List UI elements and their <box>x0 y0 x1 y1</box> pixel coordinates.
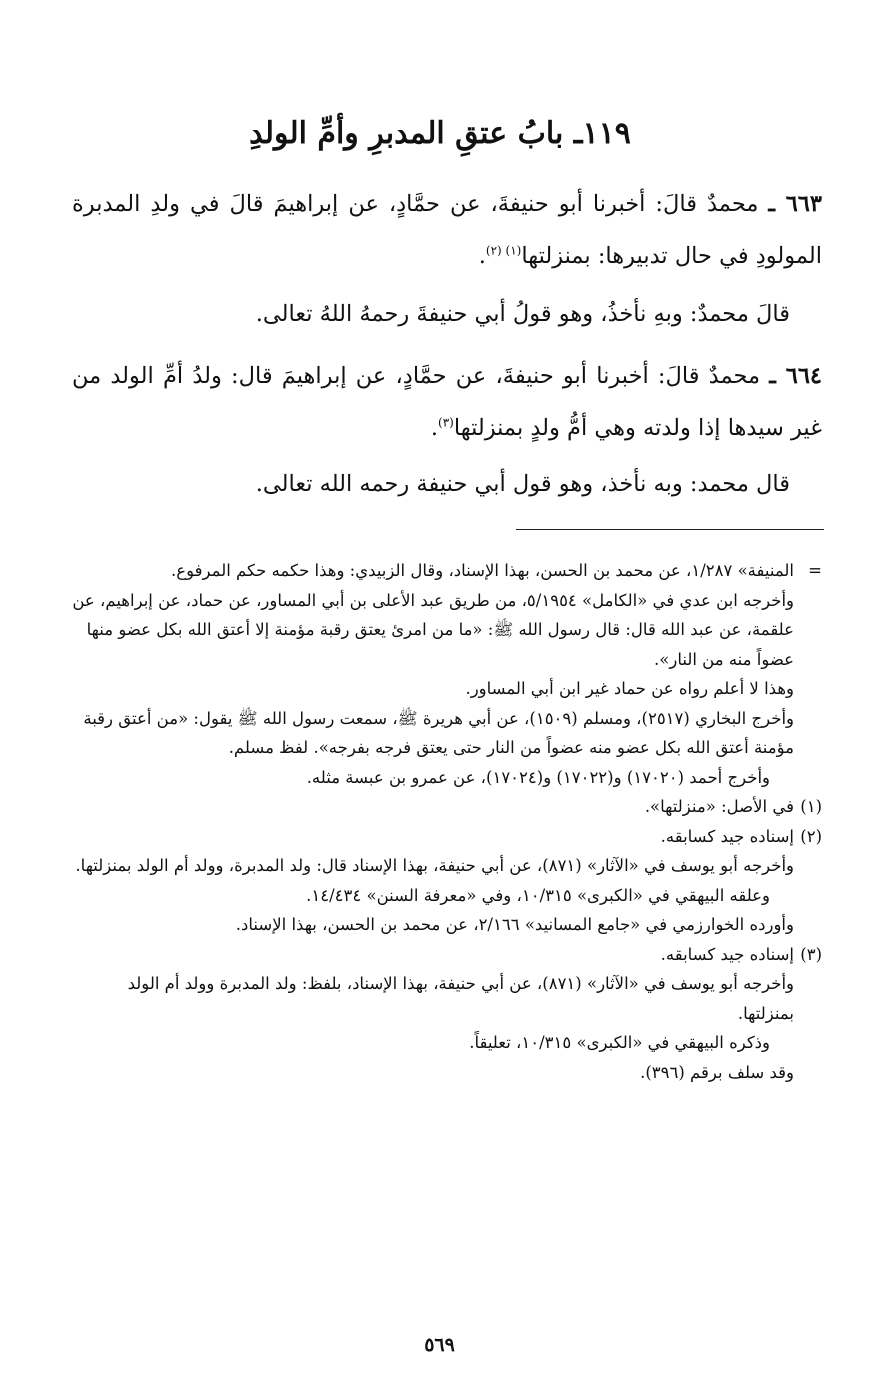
footnote-continuation <box>72 556 822 586</box>
entry-number: ٦٦٣ ـ <box>768 191 822 217</box>
footnote-2 <box>72 822 822 852</box>
footnote-text: إسناده جيد كسابقه. <box>660 826 794 846</box>
entry-end: . <box>430 415 439 441</box>
footnote-text: وأخرجه أبو يوسف في «الآثار» (٨٧١)، عن أبي حنيفة، بهذا الإسناد، بلفظ: ولد المدبرة وولد أم الولد بمنزلتها. <box>127 974 794 1023</box>
footnote-text: في الأصل: «منزلتها». <box>644 797 794 816</box>
footnote-text: وعلقه البيهقي في «الكبرى» ١٠/٣١٥، وفي «معرفة السنن» ١٤/٤٣٤. <box>306 885 770 905</box>
footnote-text: وأخرج أحمد (١٧٠٢٠) و(١٧٠٢٢) و(١٧٠٢٤)، عن عمرو بن عبسة مثله. <box>306 767 770 787</box>
footnote-ref: (١) (٢) <box>485 243 522 258</box>
entry-number: ٦٦٤ ـ <box>769 363 822 389</box>
footnote-text: المنيفة» ١/٢٨٧، عن محمد بن الحسن، بهذا الإسناد، وقال الزبيدي: وهذا حكمه حكم المرفوع. <box>171 561 794 580</box>
footnote-text: وهذا لا أعلم رواه عن حماد غير ابن أبي المساور. <box>465 679 794 698</box>
footnote-text: وأخرجه ابن عدي في «الكامل» ٥/١٩٥٤، من طريق عبد الأعلى بن أبي المساور، عن حماد، عن إبراهيم، عن علقمة، عن عبد الله قال: قال رسول الله ﷺ: «ما من امرئ يعتق رقبة مؤمنة إلا أعتق الله بكل عضو منها عضواً منه من النار». <box>72 590 794 669</box>
footnote-divider <box>516 529 824 530</box>
entry-text: محمدٌ قالَ: أخبرنا أبو حنيفةَ، عن حمَّادٍ، عن إبراهيمَ قال: ولدُ أمِّ الولد من غير سيدها إذا ولدته وهي أمُّ ولدٍ بمنزلتها <box>72 363 822 441</box>
chapter-heading: ١١٩ـ بابُ عتقِ المدبرِ وأمِّ الولدِ <box>249 116 631 151</box>
footnote-3 <box>72 940 822 970</box>
footnote-number: (١) <box>800 797 822 816</box>
footnote-1 <box>72 792 822 822</box>
entry-664 <box>72 350 822 454</box>
footnote-text: إسناده جيد كسابقه. <box>660 944 794 964</box>
entry-664-comment: قال محمد: وبه نأخذ، وهو قول أبي حنيفة رحمه الله تعالى. <box>255 471 790 497</box>
footnote-text: وأخرج البخاري (٢٥١٧)، ومسلم (١٥٠٩)، عن أبي هريرة ﷺ، سمعت رسول الله ﷺ يقول: «من أعتق رقبة مؤمنة أعتق الله بكل عضو منه عضواً من النار حتى يعتق فرجه بفرجه». لفظ مسلم. <box>83 708 794 757</box>
continuation-mark: = <box>808 561 822 580</box>
footnote-text: وأورده الخوارزمي في «جامع المسانيد» ٢/١٦٦، عن محمد بن الحسن، بهذا الإسناد. <box>235 915 794 934</box>
entry-text: محمدٌ قالَ: أخبرنا أبو حنيفةَ، عن حمَّادٍ، عن إبراهيمَ قالَ في ولدِ المدبرة المولودِ في حال تدبيرها: بمنزلتها <box>72 191 822 269</box>
footnotes <box>72 556 822 1087</box>
footnote-text: وقد سلف برقم (٣٩٦). <box>640 1062 794 1082</box>
entry-663-comment: قالَ محمدٌ: وبهِ نأخذُ، وهو قولُ أبي حنيفةَ رحمهُ اللهُ تعالى. <box>255 301 790 327</box>
entry-end: . <box>478 243 486 269</box>
entry-663 <box>72 178 822 282</box>
footnote-number: (٢) <box>800 826 822 846</box>
footnote-text: وذكره البيهقي في «الكبرى» ١٠/٣١٥، تعليقاً. <box>469 1033 770 1052</box>
page-number: ٥٦٩ <box>424 1334 455 1356</box>
footnote-text: وأخرجه أبو يوسف في «الآثار» (٨٧١)، عن أبي حنيفة، بهذا الإسناد قال: ولد المدبرة، وولد أم الولد بمنزلتها. <box>75 856 794 875</box>
footnote-ref: (٣) <box>438 415 454 430</box>
footnote-number: (٣) <box>800 944 822 964</box>
